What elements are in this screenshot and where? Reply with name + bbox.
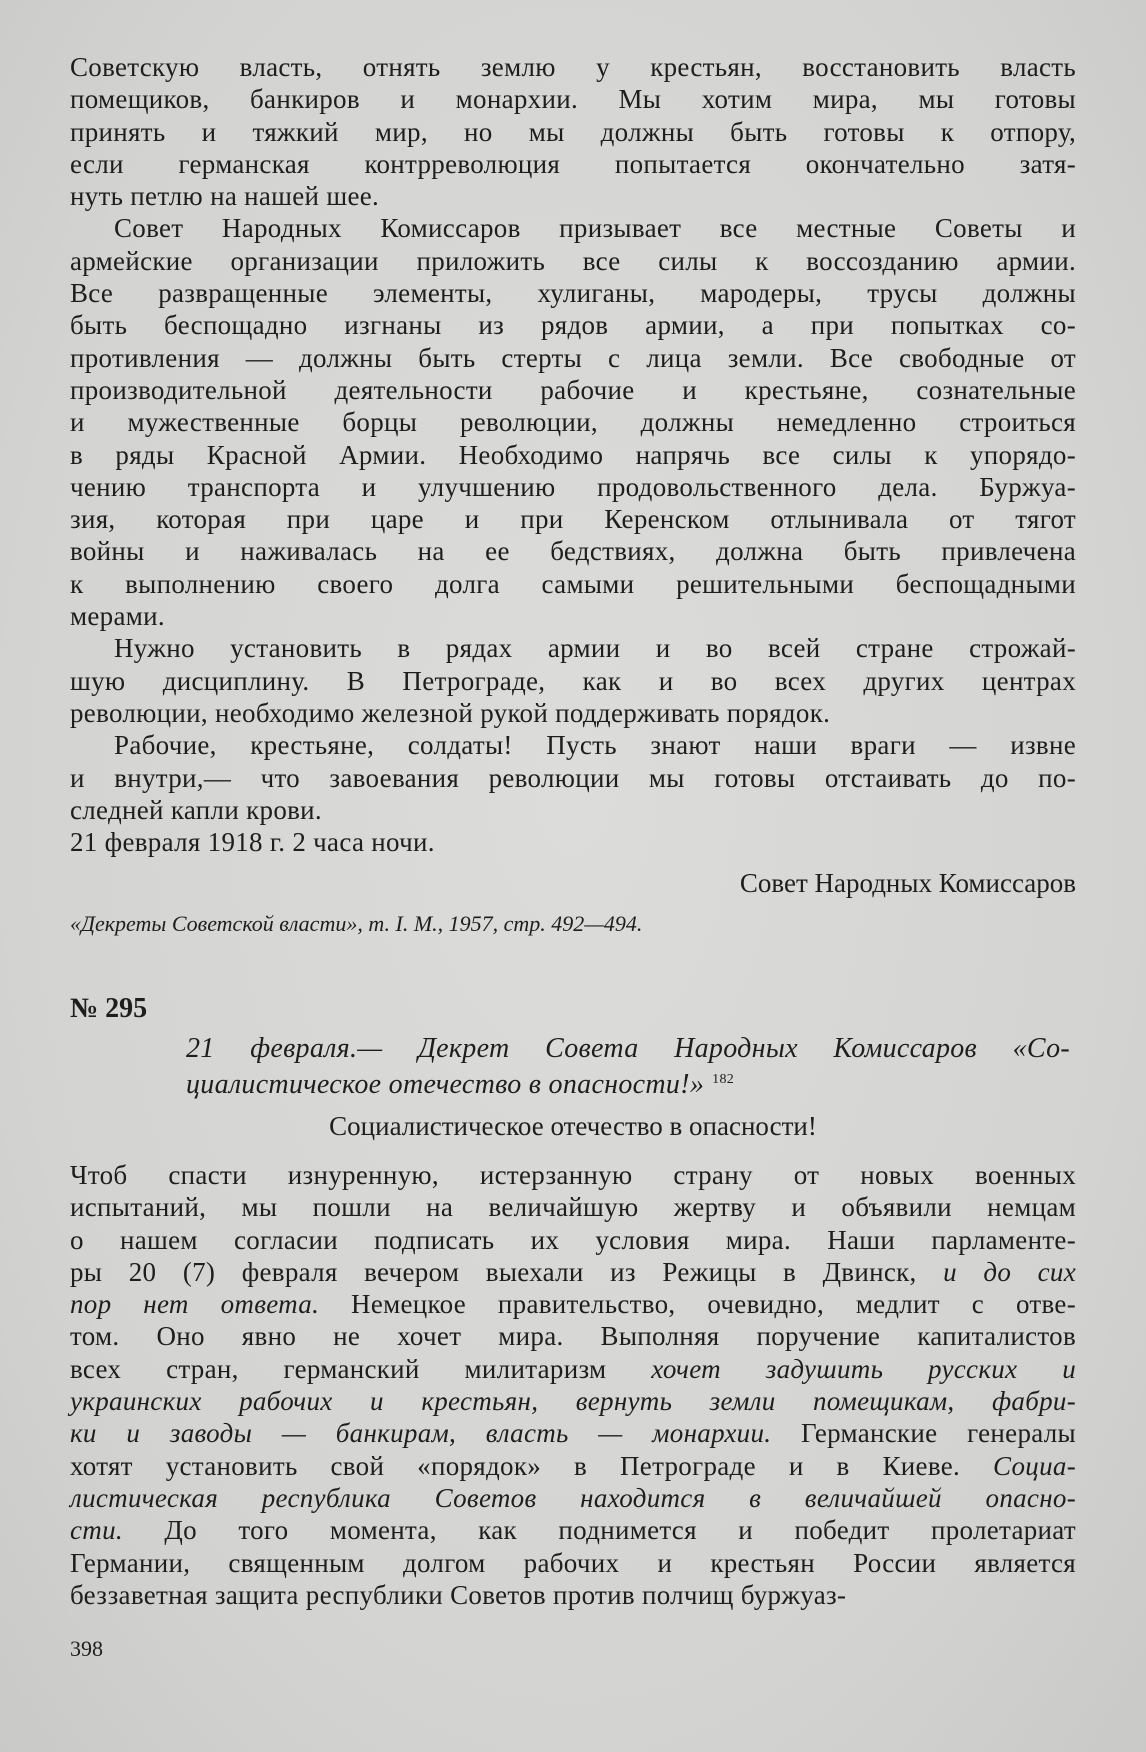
text-line — [70, 1288, 1076, 1320]
text-segment: ры 20 (7) февраля вечером выехали из Режицы в Двинск, — [70, 1256, 944, 1287]
text-line: Советскую власть, отнять землю у крестьян, восстановить власть — [70, 52, 1076, 82]
text-line: испытаний, мы пошли на величайшую жертву и объявили немцам — [70, 1192, 1076, 1223]
text-line — [70, 1450, 1076, 1482]
text-line: шую дисциплину. В Петрограде, как и во всех других центрах — [70, 665, 1076, 696]
decree-text — [70, 1159, 1076, 1611]
text-line — [70, 1514, 1076, 1546]
text-line: Германии, священным долгом рабочих и крестьян России является — [70, 1547, 1076, 1578]
text-line: нуть петлю на нашей шее. — [70, 181, 380, 212]
text-line: быть беспощадно изгнаны из рядов армии, а при попытках со- — [70, 310, 1076, 341]
text-line: следней капли крови. — [70, 794, 322, 825]
text-line: о нашем согласии подписать их условия мира. Наши парламенте- — [70, 1224, 1076, 1255]
decree-title: Социалистическое отечество в опасности! — [329, 1111, 817, 1141]
text-line: зия, которая при царе и при Керенском отлынивала от тягот — [70, 504, 1076, 535]
text-line: и внутри,— что завоевания революции мы готовы отстаивать до по- — [70, 762, 1076, 793]
heading-line-text: циалистическое отечество в опасности!» — [186, 1069, 705, 1100]
upper-text — [70, 51, 1076, 858]
text-segment: До того момента, как поднимется и победит пролетариат — [122, 1515, 1076, 1546]
text-segment: Германские генералы — [771, 1418, 1076, 1449]
text-line: принять и тяжкий мир, но мы должны быть готовы к отпору, — [70, 116, 1076, 147]
text-line: Чтоб спасти изнуренную, истерзанную страну от новых военных — [70, 1160, 1076, 1190]
italic-emphasis: листическая республика Советов находится в величайшей опасно- — [70, 1482, 1076, 1513]
italic-emphasis: ки и заводы — банкирам, власть — монархии. — [70, 1418, 772, 1449]
text-segment: хотят установить свой «порядок» в Петрограде и в Киеве. — [70, 1450, 993, 1481]
heading-line: 21 февраля.— Декрет Совета Народных Комиссаров «Со- — [186, 1033, 1070, 1064]
italic-emphasis: пор нет ответа. — [70, 1289, 320, 1320]
text-line: революции, необходимо железной рукой поддерживать порядок. — [70, 697, 831, 728]
text-line: мерами. — [70, 601, 165, 632]
text-line: армейские организации приложить все силы к воссозданию армии. — [70, 245, 1076, 276]
signature: Совет Народных Комиссаров — [739, 868, 1076, 898]
page-number: 398 — [70, 1636, 103, 1661]
text-line: беззаветная защита республики Советов против полчищ буржуаз- — [70, 1579, 847, 1610]
text-segment: Немецкое правительство, очевидно, медлит с отве- — [319, 1289, 1076, 1320]
italic-emphasis: хочет задушить русских и — [651, 1353, 1076, 1384]
document-number: № 295 — [70, 993, 148, 1024]
italic-emphasis: Социа- — [993, 1450, 1076, 1481]
italic-emphasis: украинских рабочих и крестьян, вернуть земли помещикам, фабри- — [70, 1386, 1076, 1417]
source-citation: «Декреты Советской власти», т. I. М., 1957, стр. 492—494. — [70, 911, 643, 936]
heading-line — [186, 1064, 1070, 1100]
text-line: том. Оно явно не хочет мира. Выполняя поручение капиталистов — [70, 1321, 1076, 1352]
text-line: в ряды Красной Армии. Необходимо напрячь все силы к упорядо- — [70, 439, 1076, 470]
text-line — [70, 1256, 1076, 1288]
text-line: войны и наживалась на ее бедствиях, должна быть привлечена — [70, 536, 1076, 567]
text-line: производительной деятельности рабочие и крестьяне, сознательные — [70, 374, 1076, 405]
footnote-marker[interactable]: 182 — [712, 1072, 735, 1087]
italic-emphasis: и до сих — [943, 1256, 1076, 1287]
text-line: Все развращенные элементы, хулиганы, мародеры, трусы должны — [70, 278, 1076, 309]
date-line: 21 февраля 1918 г. 2 часа ночи. — [70, 827, 435, 858]
text-line: Совет Народных Комиссаров призывает все местные Советы и — [114, 213, 1076, 244]
text-line: если германская контрреволюция попытается окончательно затя- — [70, 148, 1076, 179]
text-line: к выполнению своего долга самыми решительными беспощадными — [70, 568, 1076, 599]
text-line: Нужно установить в рядах армии и во всей стране строжай- — [114, 633, 1076, 664]
text-line: чению транспорта и улучшению продовольственного дела. Буржуа- — [70, 471, 1076, 502]
text-line: противления — должны быть стерты с лица земли. Все свободные от — [70, 342, 1076, 373]
text-line — [70, 1482, 1076, 1514]
text-line — [70, 1385, 1076, 1417]
italic-emphasis: сти. — [70, 1515, 123, 1546]
text-line: помещиков, банкиров и монархии. Мы хотим мира, мы готовы — [70, 84, 1076, 115]
text-line — [70, 1353, 1076, 1385]
text-segment: всех стран, германский милитаризм — [70, 1353, 652, 1384]
text-line: Рабочие, крестьяне, солдаты! Пусть знают наши враги — извне — [114, 730, 1076, 761]
text-line — [70, 1417, 1076, 1449]
document-heading — [186, 1033, 1070, 1100]
text-line: и мужественные борцы революции, должны немедленно строиться — [70, 407, 1076, 438]
